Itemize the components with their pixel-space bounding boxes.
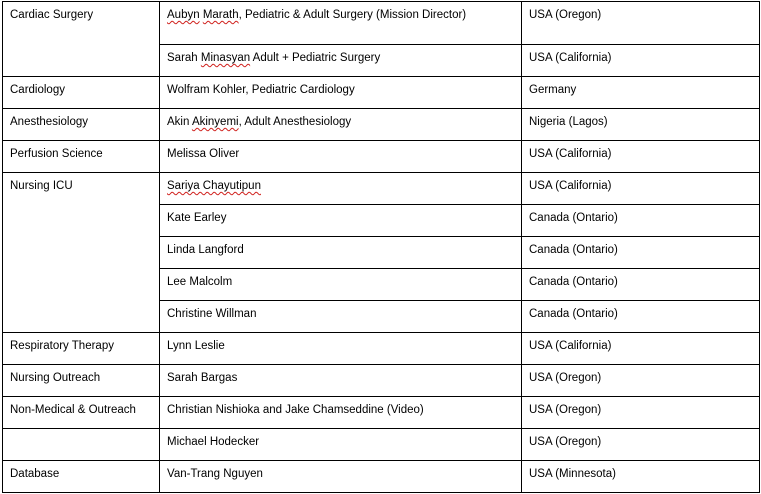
table-row: [3, 2, 760, 45]
department-label: Cardiology: [10, 84, 65, 96]
location-cell: [522, 461, 760, 493]
member-cell: [160, 45, 522, 77]
location-cell: [522, 301, 760, 333]
location-label: Germany: [529, 84, 577, 96]
location-cell: [522, 205, 760, 237]
member-first-name: Akin: [167, 116, 192, 128]
member-cell: [160, 333, 522, 365]
location-label: USA (California): [529, 340, 612, 352]
department-cell: [3, 173, 160, 333]
member-role: Adult + Pediatric Surgery: [250, 52, 381, 64]
department-cell: [3, 109, 160, 141]
department-label: Non-Medical & Outreach: [10, 404, 136, 416]
department-label: Nursing ICU: [10, 180, 73, 192]
member-name: Lee Malcolm: [167, 276, 233, 288]
member-cell: [160, 109, 522, 141]
member-cell: [160, 429, 522, 461]
member-last-name: Marath: [202, 9, 239, 21]
location-cell: [522, 45, 760, 77]
location-label: USA (Oregon): [529, 372, 602, 384]
location-label: Canada (Ontario): [529, 308, 618, 320]
location-cell: [522, 173, 760, 205]
member-cell: [160, 301, 522, 333]
location-label: Canada (Ontario): [529, 244, 618, 256]
department-cell: [3, 429, 160, 461]
member-cell: [160, 173, 522, 205]
member-role: , Adult Anesthesiology: [238, 116, 352, 128]
table-row: [3, 109, 760, 141]
member-name: Kate Earley: [167, 212, 227, 224]
department-label: Perfusion Science: [10, 148, 103, 160]
location-label: USA (Minnesota): [529, 468, 616, 480]
location-label: Canada (Ontario): [529, 276, 618, 288]
member-name: Christian Nishioka and Jake Chamseddine (Video): [167, 404, 424, 416]
location-cell: [522, 77, 760, 109]
location-cell: [522, 397, 760, 429]
table-row: [3, 173, 760, 205]
location-label: USA (California): [529, 52, 612, 64]
department-cell: [3, 2, 160, 77]
department-cell: [3, 141, 160, 173]
table-row: [3, 461, 760, 493]
department-cell: [3, 397, 160, 429]
member-last-name: Akinyemi: [191, 116, 239, 128]
department-label: Cardiac Surgery: [10, 9, 94, 21]
member-cell: [160, 141, 522, 173]
table-row: [3, 141, 760, 173]
member-cell: [160, 365, 522, 397]
table-row: [3, 429, 760, 461]
member-name: Sariya Chayutipun: [167, 180, 261, 192]
member-cell: [160, 397, 522, 429]
department-label: Respiratory Therapy: [10, 340, 114, 352]
member-cell: [160, 77, 522, 109]
location-label: Canada (Ontario): [529, 212, 618, 224]
location-cell: [522, 365, 760, 397]
table-row: [3, 333, 760, 365]
location-cell: [522, 237, 760, 269]
table-row: [3, 397, 760, 429]
member-cell: [160, 205, 522, 237]
member-first-name: Aubyn: [167, 9, 200, 21]
location-label: Nigeria (Lagos): [529, 116, 608, 128]
member-name: Wolfram Kohler, Pediatric Cardiology: [167, 84, 355, 96]
member-name: Sarah Bargas: [167, 372, 238, 384]
member-name: Van-Trang Nguyen: [167, 468, 263, 480]
member-name: Lynn Leslie: [167, 340, 225, 352]
location-label: USA (California): [529, 180, 612, 192]
member-name: Melissa Oliver: [167, 148, 240, 160]
location-label: USA (Oregon): [529, 9, 602, 21]
member-name: Christine Willman: [167, 308, 257, 320]
table-row: [3, 77, 760, 109]
member-name: Linda Langford: [167, 244, 244, 256]
member-role: , Pediatric & Adult Surgery (Mission Director): [238, 9, 467, 21]
member-last-name: Minasyan: [200, 52, 251, 64]
location-cell: [522, 141, 760, 173]
location-cell: [522, 269, 760, 301]
location-cell: [522, 109, 760, 141]
department-label: Nursing Outreach: [10, 372, 101, 384]
department-cell: [3, 333, 160, 365]
member-cell: [160, 2, 522, 45]
location-label: USA (California): [529, 148, 612, 160]
location-label: USA (Oregon): [529, 436, 602, 448]
department-cell: [3, 77, 160, 109]
member-name: Michael Hodecker: [167, 436, 260, 448]
location-cell: [522, 2, 760, 45]
member-cell: [160, 461, 522, 493]
department-label: Anesthesiology: [10, 116, 88, 128]
table-row: [3, 365, 760, 397]
team-table: [2, 1, 760, 493]
location-label: USA (Oregon): [529, 404, 602, 416]
department-label: Database: [10, 468, 60, 480]
member-cell: [160, 269, 522, 301]
location-cell: [522, 429, 760, 461]
member-cell: [160, 237, 522, 269]
location-cell: [522, 333, 760, 365]
department-cell: [3, 365, 160, 397]
member-first-name: Sarah: [167, 52, 201, 64]
department-cell: [3, 461, 160, 493]
